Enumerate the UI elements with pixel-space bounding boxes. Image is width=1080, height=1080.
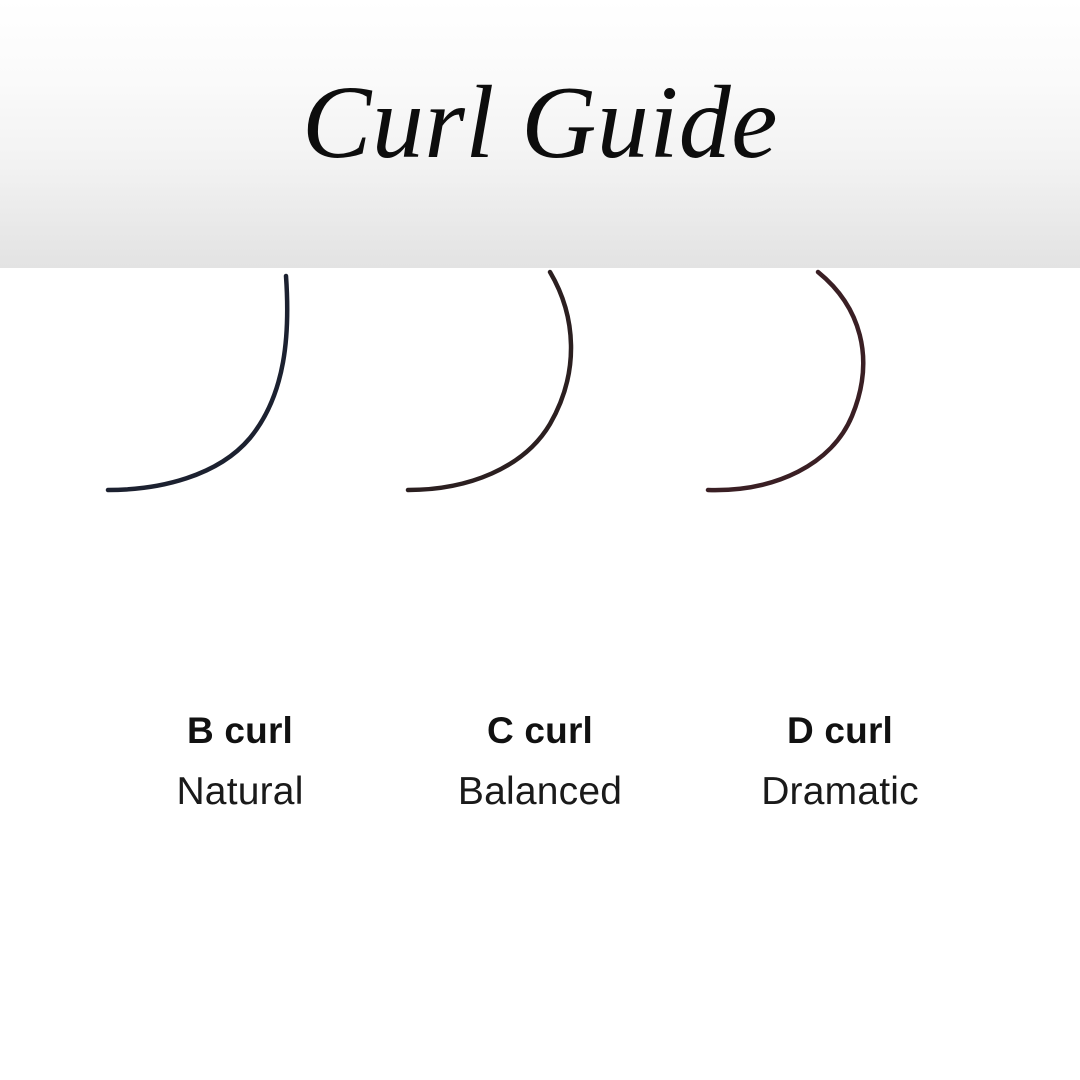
curl-item-d	[690, 268, 990, 811]
lash-curl-c-icon	[390, 268, 690, 628]
curl-description-c: Balanced	[457, 770, 623, 813]
curl-name-d: D curl	[786, 710, 894, 751]
curl-description-b: Natural	[176, 770, 304, 813]
curl-name-b: B curl	[186, 710, 294, 751]
header-banner	[0, 0, 1080, 268]
curl-list	[0, 268, 1080, 811]
lash-curl-d-icon	[690, 268, 990, 628]
curl-item-c	[390, 268, 690, 811]
curl-description-d: Dramatic	[761, 770, 919, 813]
curl-name-c: C curl	[486, 710, 594, 751]
lash-curl-b-icon	[90, 268, 390, 628]
curl-comparison-section	[0, 268, 1080, 1080]
page-title: Curl Guide	[302, 65, 778, 180]
curl-item-b	[90, 268, 390, 811]
